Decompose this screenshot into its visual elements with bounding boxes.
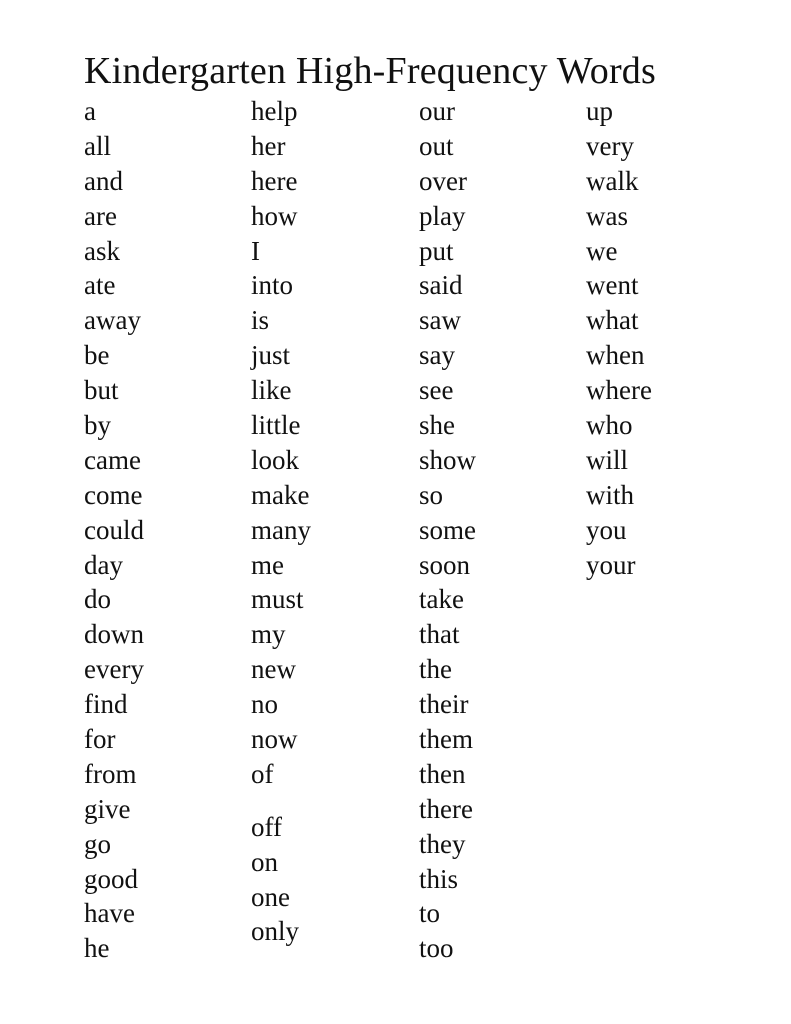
- word-item: every: [84, 654, 144, 685]
- word-item: find: [84, 689, 128, 720]
- word-item: our: [419, 96, 455, 126]
- word-item: with: [586, 479, 635, 510]
- word-item: be: [84, 340, 110, 371]
- word-item: say: [419, 340, 455, 371]
- word-item: show: [419, 444, 477, 475]
- word-item: my: [251, 619, 286, 650]
- word-item: of: [251, 758, 274, 789]
- word-item: go: [84, 828, 111, 859]
- word-item: where: [586, 375, 652, 406]
- word-item: one: [251, 881, 290, 912]
- word-item: went: [586, 270, 639, 301]
- word-item: just: [251, 340, 291, 371]
- word-item: you: [586, 514, 627, 545]
- word-item: off: [251, 811, 282, 842]
- word-item: came: [84, 444, 141, 475]
- page-title: Kindergarten High-Frequency Words: [84, 50, 656, 92]
- word-column-3: [419, 94, 579, 966]
- word-item: up: [586, 96, 613, 126]
- word-item: she: [419, 410, 455, 441]
- word-item: day: [84, 549, 123, 580]
- word-item: very: [586, 130, 634, 161]
- word-item: from: [84, 758, 137, 789]
- word-item: and: [84, 165, 123, 196]
- word-item: take: [419, 584, 464, 615]
- word-item: come: [84, 479, 143, 510]
- word-item: like: [251, 375, 292, 406]
- word-item: new: [251, 654, 296, 685]
- word-column-1: [84, 94, 244, 966]
- word-item: this: [419, 863, 459, 894]
- word-item: is: [251, 305, 270, 336]
- word-item: out: [419, 130, 454, 161]
- word-item: many: [251, 514, 311, 545]
- word-item: I: [251, 235, 260, 266]
- word-item: was: [586, 200, 628, 231]
- word-item: that: [419, 619, 460, 650]
- word-item: little: [251, 410, 301, 441]
- word-item: what: [586, 305, 639, 336]
- word-item: but: [84, 375, 119, 406]
- word-item: them: [419, 724, 473, 755]
- column-spacer: [251, 792, 411, 810]
- word-item: here: [251, 165, 298, 196]
- word-item: make: [251, 479, 310, 510]
- word-item: by: [84, 410, 111, 441]
- word-item: there: [419, 793, 473, 824]
- word-item: good: [84, 863, 138, 894]
- word-item: are: [84, 200, 117, 231]
- word-item: when: [586, 340, 645, 371]
- word-item: have: [84, 898, 135, 929]
- word-item: all: [84, 130, 111, 161]
- word-column-2: [251, 94, 411, 949]
- word-item: will: [586, 444, 629, 475]
- word-item: said: [419, 270, 463, 301]
- word-item: only: [251, 916, 300, 947]
- word-item: could: [84, 514, 144, 545]
- word-item: see: [419, 375, 454, 406]
- word-item: over: [419, 165, 467, 196]
- word-item: for: [84, 724, 116, 755]
- word-item: away: [84, 305, 141, 336]
- word-item: give: [84, 793, 131, 824]
- word-item: their: [419, 689, 469, 720]
- word-item: they: [419, 828, 466, 859]
- word-item: who: [586, 410, 633, 441]
- word-item: down: [84, 619, 144, 650]
- word-item: to: [419, 898, 441, 929]
- word-item: look: [251, 444, 300, 475]
- word-item: ask: [84, 235, 120, 266]
- word-item: help: [251, 96, 298, 126]
- word-item: soon: [419, 549, 471, 580]
- word-item: now: [251, 724, 298, 755]
- word-item: we: [586, 235, 618, 266]
- word-item: into: [251, 270, 294, 301]
- word-item: how: [251, 200, 298, 231]
- word-item: walk: [586, 165, 639, 196]
- word-item: ate: [84, 270, 116, 301]
- word-item: no: [251, 689, 278, 720]
- word-item: play: [419, 200, 466, 231]
- word-item: then: [419, 758, 466, 789]
- word-item: so: [419, 479, 444, 510]
- word-item: do: [84, 584, 111, 615]
- word-item: her: [251, 130, 286, 161]
- word-column-4: [586, 94, 746, 582]
- word-item: me: [251, 549, 284, 580]
- word-item: some: [419, 514, 476, 545]
- word-item: too: [419, 933, 454, 964]
- word-item: on: [251, 846, 278, 877]
- word-item: must: [251, 584, 304, 615]
- word-item: your: [586, 549, 636, 580]
- word-item: a: [84, 96, 96, 126]
- word-item: the: [419, 654, 452, 685]
- word-item: he: [84, 933, 110, 964]
- word-item: put: [419, 235, 454, 266]
- word-item: saw: [419, 305, 461, 336]
